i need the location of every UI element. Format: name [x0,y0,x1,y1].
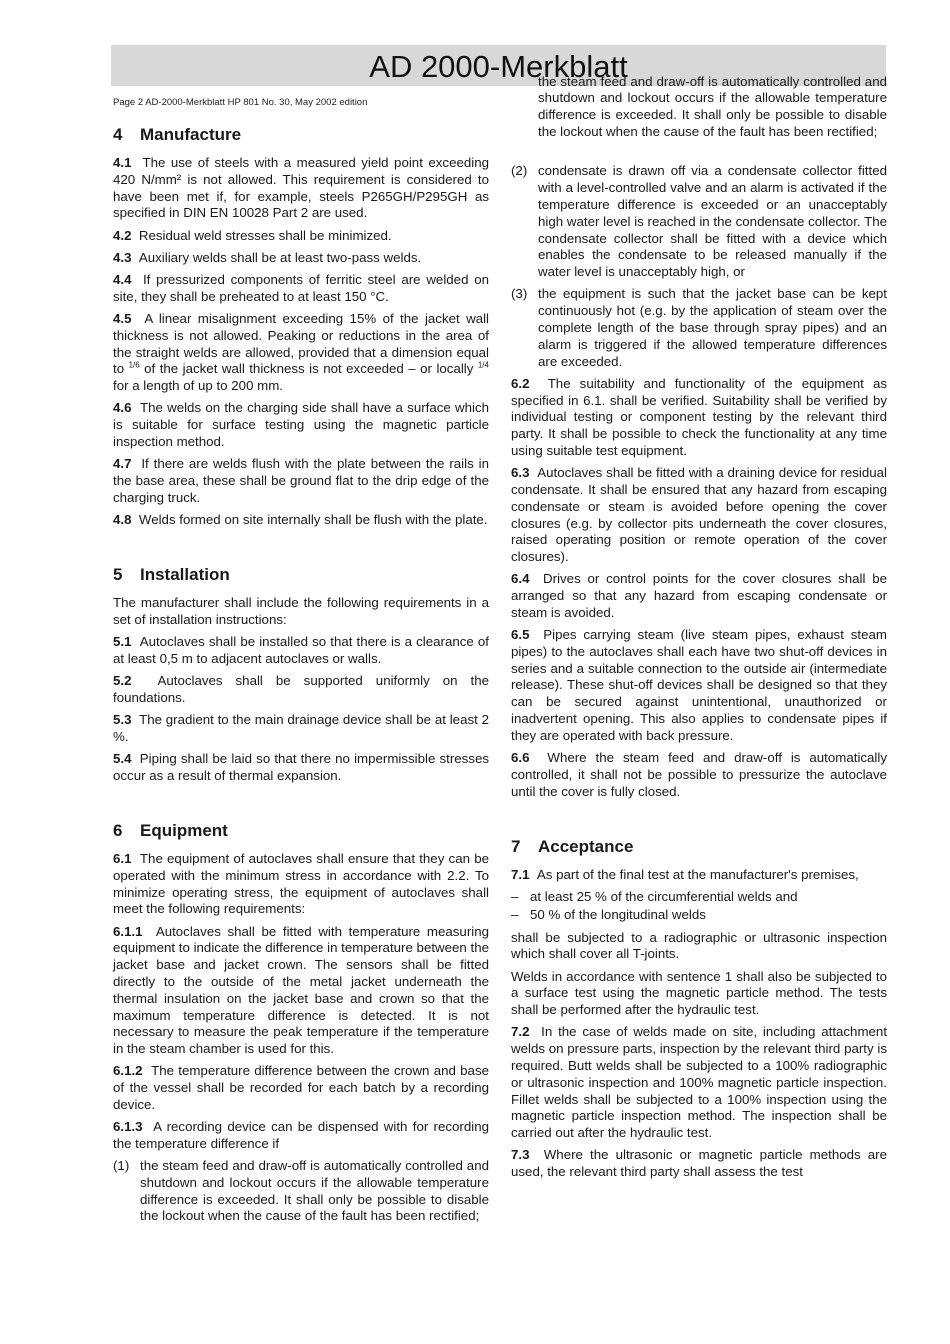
list-item-1-continued [511,73,887,158]
paragraph-5-4: 5.4 Piping shall be laid so that there no impermissible stresses occur as a result of thermal expansion. [113,751,489,783]
section-4-heading: 4 Manufacture [113,125,242,144]
list-item-1: (1) the steam feed and draw-off is automatically controlled and shutdown and lockout occurs if the allowable temperature difference is exceeded. It shall only be possible to disable the lockout when the cause of the fault has been rectified; [113,1158,489,1224]
right-column [511,73,888,1186]
paragraph-6-5: 6.5 Pipes carrying steam (live steam pipes, exhaust steam pipes) to the autoclaves shall each have two shut-off devices in series and a suitable connection to the outside air (intermediate release). These shut-off devices shall be designed so that they can be secured against unintentional, unauthorized or inadvertent opening. This also applies to condensate pipes if they are operated with back pressure. [511,627,887,743]
paragraph-4-2: 4.2 Residual weld stresses shall be minimized. [113,227,392,243]
paragraph-6-3: 6.3 Autoclaves shall be fitted with a draining device for residual condensate. It shall be ensured that any hazard from escaping condensate or steam is avoided before opening the cover closures (e.g. by collector pits underneath the cover closures, raised operating position or remote operation of the cover closures). [511,465,887,565]
list-item-3: (3) the equipment is such that the jacket base can be kept continuously hot (e.g. by the application of steam over the complete length of the base through spray pipes) and an alarm is triggered if the allowed temperature differences are exceeded. [511,286,887,369]
document-title-banner: AD 2000-Merkblatt [111,45,886,86]
list-item-2: (2) condensate is drawn off via a condensate collector fitted with a level-controlled valve and an alarm is activated if the temperature difference is exceeded or an unacceptably high water level is reached in the condensate collector. The condensate collector shall be fitted with a device which enables the condensate to be released manually if the water level is unacceptably high, or [511,163,887,280]
paragraph-6-4: 6.4 Drives or control points for the cover closures shall be arranged so that any hazard from escaping condensate or steam is avoided. [511,571,888,620]
paragraph-5-3: 5.3 The gradient to the main drainage device shall be at least 2 %. [113,712,489,744]
paragraph-6-1-3: 6.1.3 A recording device can be dispensed with for recording the temperature difference if [113,1119,489,1151]
paragraph-4-5: 4.5 A linear misalignment exceeding 15% of the jacket wall thickness is not allowed. Peaking or reductions in the area of the straight welds are allowed, provided that a dimension equal to $^{1/6}$ of the jacket wall thickness is not exceeded – or locally $^{1/4}$ for a length of up to 200 mm. [113,310,489,394]
dash-item-1: – at least 25 % of the circumferential welds and [511,889,798,904]
section-7-heading: 7 Acceptance [511,836,634,856]
paragraph-7-1-b: shall be subjected to a radiographic or ultrasonic inspection which shall cover all T-joints. [511,929,887,962]
paragraph-5-intro: The manufacturer shall include the following requirements in a set of installation instructions: [113,595,489,627]
page-info: Page 2 AD-2000-Merkblatt HP 801 No. 30, May 2002 edition [113,97,368,108]
paragraph-6-6: 6.6 Where the steam feed and draw-off is automatically controlled, it shall not be possible to pressurize the autoclave until the cover is fully closed. [511,750,887,799]
paragraph-7-2: 7.2 In the case of welds made on site, including attachment welds on pressure parts, inspection by the relevant third party is required. Butt welds shall be subjected to a 100% radiographic or ultrasonic inspection and 100% magnetic particle inspection. Fillet welds shall be subjected to a 100% inspection using the magnetic particle inspection method. The inspection shall be carried out after the hydraulic test. [511,1024,888,1141]
paragraph-4-6: 4.6 The welds on the charging side shall have a surface which is suitable for surface testing using the magnetic particle inspection method. [113,400,490,449]
paragraph-6-1: 6.1 The equipment of autoclaves shall ensure that they can be operated with the minimum stress in accordance with 2.2. To minimize operating stress, the equipment of autoclaves shall meet the following requirements: [113,850,489,917]
section-6-heading: 6 Equipment [113,820,228,840]
left-column [113,124,490,1224]
paragraph-7-1-c: Welds in accordance with sentence 1 shall also be subjected to a surface test using the magnetic particle method. The tests shall be performed after the hydraulic test. [511,968,887,1018]
paragraph-6-1-1: 6.1.1 Autoclaves shall be fitted with temperature measuring equipment to indicate the difference in temperature between the jacket base and jacket crown. The sensors shall be fitted directly to the outside of the metal jacket underneath the thermal insulation on the jacket base and crown so that the maximum temperature difference is detected. It is not necessary to measure the peak temperature if the temperature in the steam chamber is used for this. [113,923,490,1057]
list-item-1-text: the steam feed and draw-off is automatically controlled and shutdown and lockout occurs if the allowable temperature difference is exceeded. It shall only be possible to disable the lockout when the cause of the fault has been rectified; [140,1158,489,1224]
list-item-1-text-continued: the steam feed and draw-off is automatically controlled and shutdown and lockout occurs if the allowable temperature difference is exceeded. It shall only be possible to disable the lockout when the cause of the fault has been rectified; [538,73,887,139]
paragraph-4-8: 4.8 Welds formed on site internally shall be flush with the plate. [113,511,488,527]
paragraph-5-1: 5.1 Autoclaves shall be installed so that there is a clearance of at least 0,5 m to adjacent autoclaves or walls. [113,634,490,666]
dash-item-2: – 50 % of the longitudinal welds [511,906,706,922]
paragraph-4-7: 4.7 If there are welds flush with the plate between the rails in the base area, these shall be ground flat to the drip edge of the charging truck. [113,456,489,505]
paragraph-6-1-2: 6.1.2 The temperature difference between the crown and base of the vessel shall be recorded for each batch by a recording device. [113,1063,489,1112]
paragraph-7-3: 7.3 Where the ultrasonic or magnetic particle methods are used, the relevant third party shall assess the test [511,1147,888,1180]
paragraph-4-1: 4.1 The use of steels with a measured yield point exceeding 420 N/mm² is not allowed. This requirement is considered to have been met if, for example, steels P265GH/P295GH as specified in DIN EN 10028 Part 2 are used. [113,155,490,221]
paragraph-5-2: 5.2 Autoclaves shall be supported uniformly on the foundations. [113,673,490,705]
section-5-heading: 5 Installation [113,565,230,585]
paragraph-4-3: 4.3 Auxiliary welds shall be at least two-pass welds. [113,249,422,265]
paragraph-7-1: 7.1 As part of the final test at the manufacturer's premises, [511,866,859,882]
paragraph-4-4: 4.4 If pressurized components of ferritic steel are welded on site, they shall be preheated to at least 150 °C. [113,271,489,304]
paragraph-6-2: 6.2 The suitability and functionality of the equipment as specified in 6.1. shall be verified. Suitability shall be verified by individual testing or component testing by the relevant third party. It shall be possible to check the functionality at any time using suitable test equipment. [511,375,888,458]
